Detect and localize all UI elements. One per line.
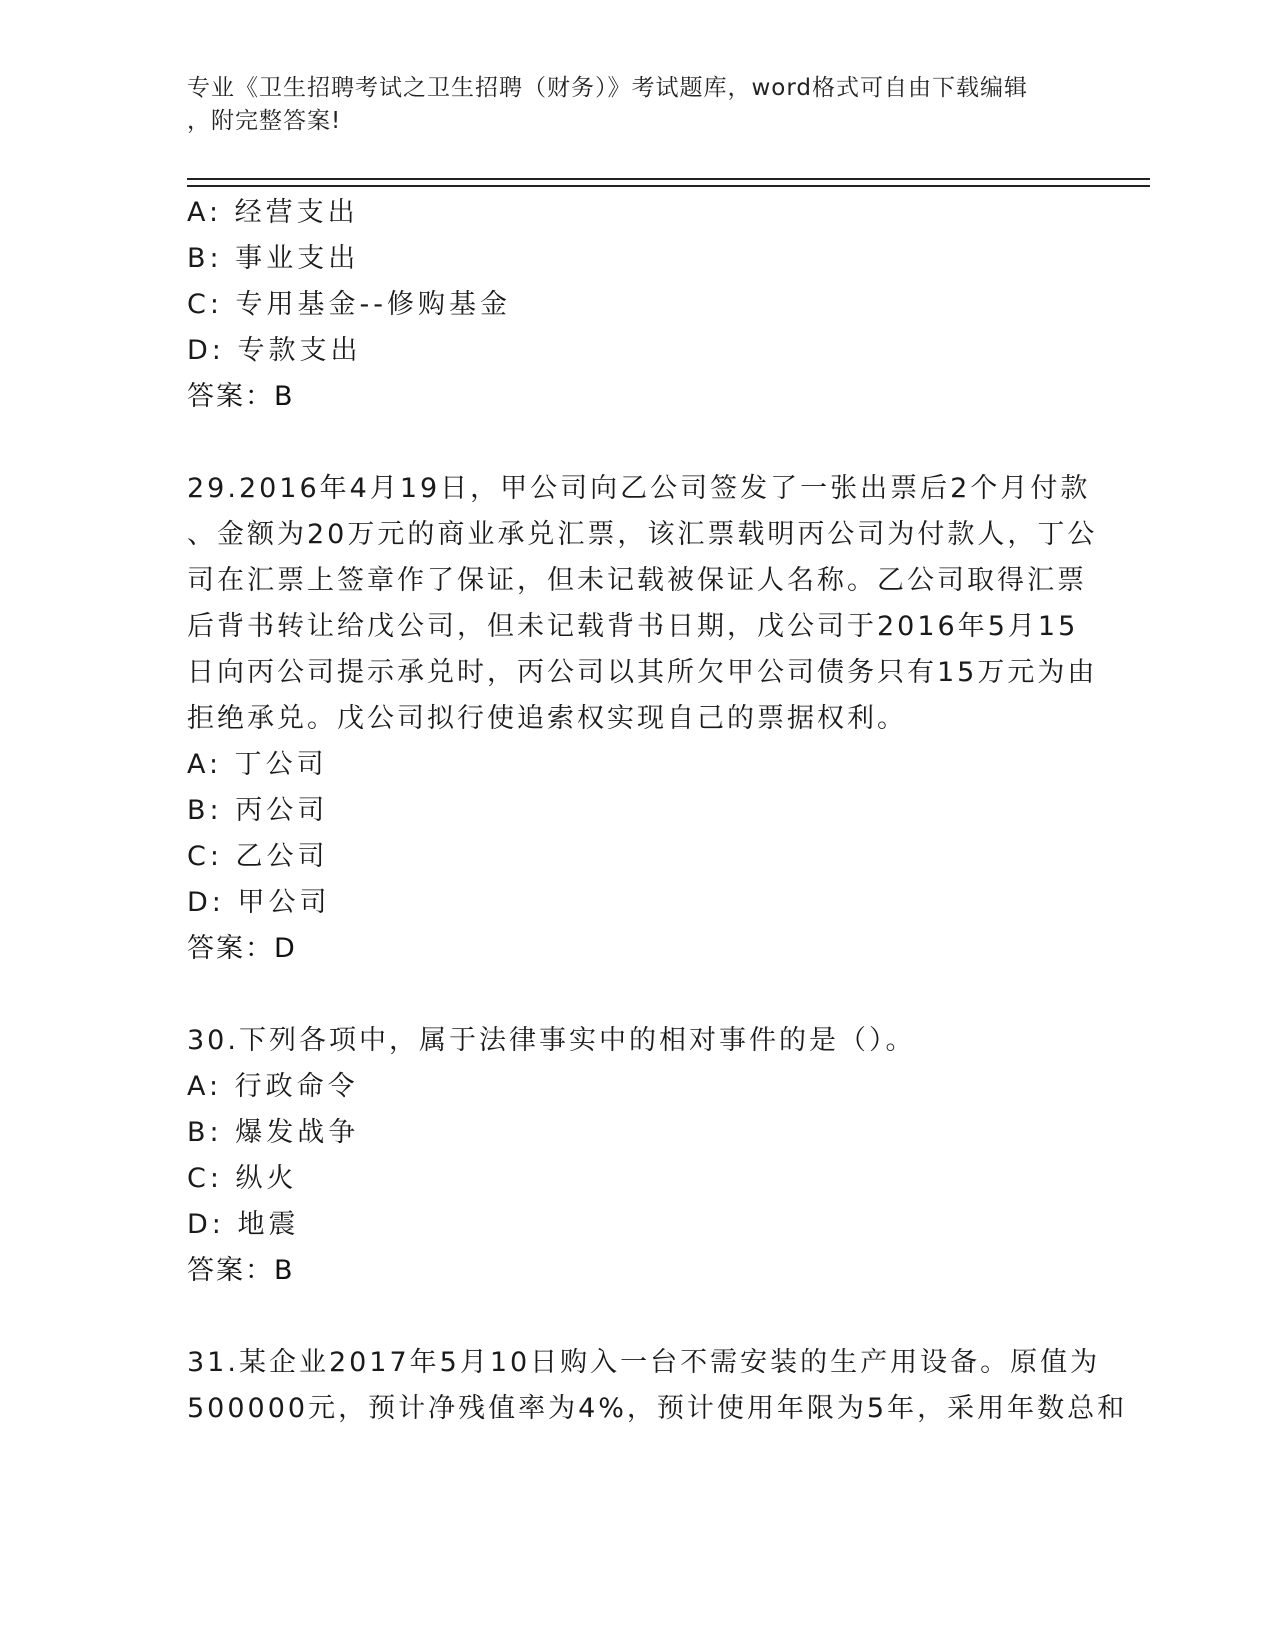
question-stem-line: 拒绝承兑。戊公司拟行使追索权实现自己的票据权利。 bbox=[187, 703, 907, 734]
question-stem-line: 30.下列各项中，属于法律事实中的相对事件的是（）。 bbox=[187, 1025, 916, 1056]
question-31 bbox=[187, 1340, 1128, 1432]
option-b: B: 丙公司 bbox=[187, 795, 329, 826]
option-a: A: 行政命令 bbox=[187, 1071, 359, 1102]
spacer bbox=[187, 420, 1087, 466]
question-stem-line: 日向丙公司提示承兑时，丙公司以其所欠甲公司债务只有15万元为由 bbox=[187, 657, 1098, 688]
spacer bbox=[187, 1294, 1087, 1340]
question-29 bbox=[187, 466, 1098, 972]
document-header bbox=[187, 72, 1067, 138]
header-divider-top bbox=[187, 178, 1150, 180]
option-a: A: 丁公司 bbox=[187, 749, 328, 780]
option-c: C: 纵火 bbox=[187, 1163, 298, 1194]
header-line-1: 专业《卫生招聘考试之卫生招聘（财务）》考试题库，word格式可自由下载编辑 bbox=[187, 75, 1029, 101]
question-stem-line: 后背书转让给戊公司，但未记载背书日期，戊公司于2016年5月15 bbox=[187, 611, 1079, 642]
header-divider-bottom bbox=[187, 185, 1150, 187]
option-c: C: 乙公司 bbox=[187, 841, 329, 872]
option-c: C: 专用基金--修购基金 bbox=[187, 289, 512, 320]
question-stem-line: 500000元，预计净残值率为4%，预计使用年限为5年，采用年数总和 bbox=[187, 1393, 1128, 1424]
answer: 答案：D bbox=[187, 933, 297, 964]
header-line-2: ，附完整答案! bbox=[187, 108, 342, 134]
question-30 bbox=[187, 1018, 1087, 1294]
option-b: B: 事业支出 bbox=[187, 243, 360, 274]
option-a: A: 经营支出 bbox=[187, 197, 359, 228]
question-28 bbox=[187, 190, 1087, 420]
question-stem-line: 31.某企业2017年5月10日购入一台不需安装的生产用设备。原值为 bbox=[187, 1347, 1101, 1378]
option-d: D: 甲公司 bbox=[187, 887, 331, 918]
document-body bbox=[187, 190, 1128, 1432]
answer: 答案：B bbox=[187, 1255, 295, 1286]
option-d: D: 地震 bbox=[187, 1209, 300, 1240]
spacer bbox=[187, 972, 1087, 1018]
question-stem-line: 、金额为20万元的商业承兑汇票，该汇票载明丙公司为付款人，丁公 bbox=[187, 519, 1098, 550]
question-stem-line: 29.2016年4月19日，甲公司向乙公司签发了一张出票后2个月付款 bbox=[187, 473, 1091, 504]
option-d: D: 专款支出 bbox=[187, 335, 362, 366]
answer: 答案：B bbox=[187, 381, 295, 412]
option-b: B: 爆发战争 bbox=[187, 1117, 360, 1148]
question-stem-line: 司在汇票上签章作了保证，但未记载被保证人名称。乙公司取得汇票 bbox=[187, 565, 1087, 596]
